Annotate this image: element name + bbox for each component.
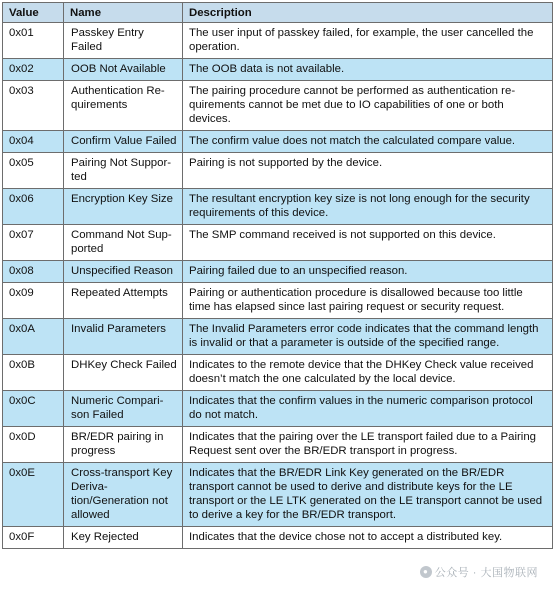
- cell-name: Authentication Requirements: [64, 81, 183, 131]
- smp-error-code-table: [2, 2, 553, 549]
- table-row: [3, 23, 553, 59]
- cell-value: 0x0E: [3, 463, 64, 527]
- cell-name: Encryption Key Size: [64, 189, 183, 225]
- cell-name: Passkey Entry Failed: [64, 23, 183, 59]
- cell-description: The resultant encryption key size is not long enough for the security requirements of this device.: [183, 189, 553, 225]
- cell-description: The user input of passkey failed, for example, the user cancelled the operation.: [183, 23, 553, 59]
- cell-value: 0x03: [3, 81, 64, 131]
- cell-name: BR/EDR pairing in progress: [64, 427, 183, 463]
- cell-description: Indicates to the remote device that the DHKey Check value received doesn’t match the one calculated by the local device.: [183, 355, 553, 391]
- cell-name: Invalid Parameters: [64, 319, 183, 355]
- table-row: [3, 261, 553, 283]
- cell-value: 0x0B: [3, 355, 64, 391]
- table-row: [3, 463, 553, 527]
- cell-description: The pairing procedure cannot be performed as authentication requirements cannot be met due to IO capabilities of one or both devices.: [183, 81, 553, 131]
- table-header: [3, 3, 553, 23]
- table-body: [3, 23, 553, 549]
- cell-description: Pairing is not supported by the device.: [183, 153, 553, 189]
- cell-name: Unspecified Reason: [64, 261, 183, 283]
- table-row: [3, 153, 553, 189]
- cell-value: 0x04: [3, 131, 64, 153]
- watermark-text: 公众号 · 大国物联网: [434, 567, 538, 579]
- cell-description: Pairing failed due to an unspecified reason.: [183, 261, 553, 283]
- table-row: [3, 81, 553, 131]
- cell-name: OOB Not Available: [64, 59, 183, 81]
- header-row: [3, 3, 553, 23]
- header-name: Name: [64, 3, 183, 23]
- cell-name: Repeated Attempts: [64, 283, 183, 319]
- table-row: [3, 225, 553, 261]
- cell-description: Indicates that the pairing over the LE transport failed due to a Pairing Request sent over the BR/EDR transport in progress.: [183, 427, 553, 463]
- cell-value: 0x02: [3, 59, 64, 81]
- cell-value: 0x0D: [3, 427, 64, 463]
- table-row: [3, 319, 553, 355]
- cell-description: Indicates that the BR/EDR Link Key generated on the BR/EDR transport cannot be used to derive and distribute keys for the LE transport or the LE LTK generated on the LE transport cannot be used to derive a key for the BR/EDR transport.: [183, 463, 553, 527]
- cell-name: Command Not Supported: [64, 225, 183, 261]
- wechat-icon: ●: [420, 566, 432, 578]
- cell-name: Key Rejected: [64, 527, 183, 549]
- cell-description: The Invalid Parameters error code indicates that the command length is invalid or that a parameter is outside of the specified range.: [183, 319, 553, 355]
- cell-name: Numeric Comparison Failed: [64, 391, 183, 427]
- table-row: [3, 427, 553, 463]
- cell-name: Pairing Not Supported: [64, 153, 183, 189]
- cell-name: DHKey Check Failed: [64, 355, 183, 391]
- table-row: [3, 283, 553, 319]
- cell-description: Indicates that the device chose not to accept a distributed key.: [183, 527, 553, 549]
- cell-value: 0x09: [3, 283, 64, 319]
- table-row: [3, 355, 553, 391]
- cell-name: Cross-transport Key Derivation/Generation not allowed: [64, 463, 183, 527]
- watermark: [420, 564, 538, 580]
- cell-description: The confirm value does not match the calculated compare value.: [183, 131, 553, 153]
- cell-value: 0x06: [3, 189, 64, 225]
- cell-value: 0x0F: [3, 527, 64, 549]
- cell-value: 0x05: [3, 153, 64, 189]
- cell-value: 0x0A: [3, 319, 64, 355]
- cell-description: The SMP command received is not supported on this device.: [183, 225, 553, 261]
- cell-description: Indicates that the confirm values in the numeric comparison protocol do not match.: [183, 391, 553, 427]
- cell-value: 0x07: [3, 225, 64, 261]
- header-value: Value: [3, 3, 64, 23]
- cell-description: The OOB data is not available.: [183, 59, 553, 81]
- cell-description: Pairing or authentication procedure is disallowed because too little time has elapsed since last pairing request or security request.: [183, 283, 553, 319]
- header-description: Description: [183, 3, 553, 23]
- table-row: [3, 527, 553, 549]
- table-row: [3, 391, 553, 427]
- table-row: [3, 189, 553, 225]
- cell-value: 0x08: [3, 261, 64, 283]
- cell-value: 0x0C: [3, 391, 64, 427]
- cell-value: 0x01: [3, 23, 64, 59]
- table-row: [3, 131, 553, 153]
- table-row: [3, 59, 553, 81]
- cell-name: Confirm Value Failed: [64, 131, 183, 153]
